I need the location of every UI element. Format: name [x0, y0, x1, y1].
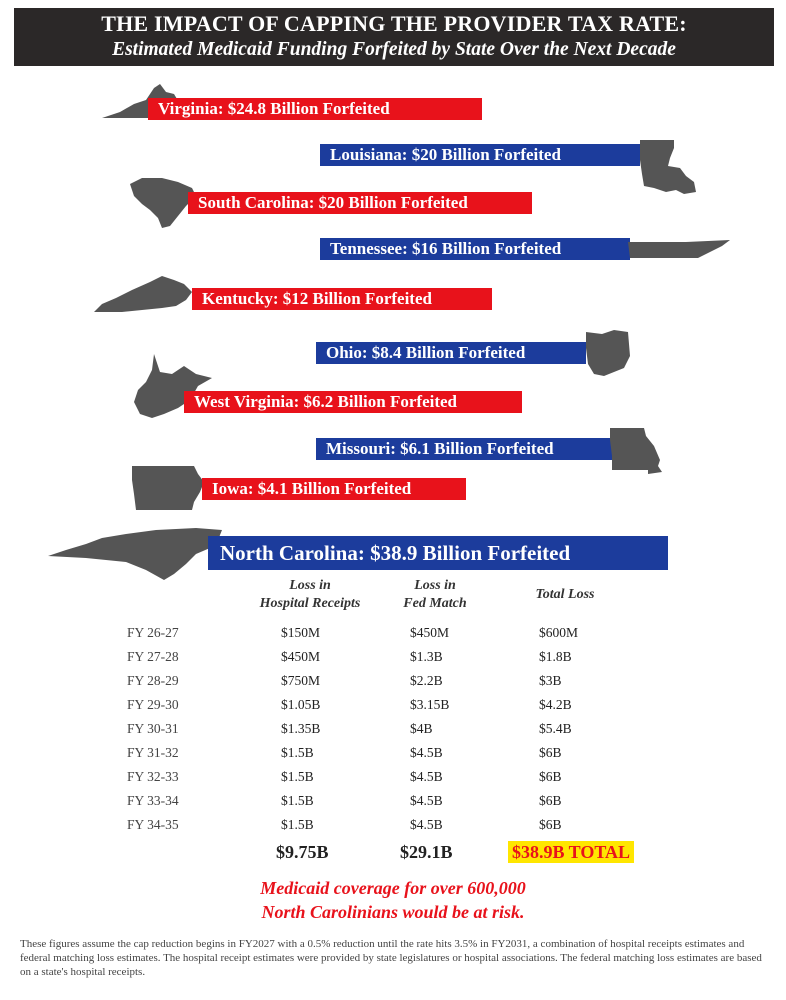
row-fed: $3.15B — [410, 697, 450, 712]
row-fy: FY 29-30 — [127, 697, 179, 712]
row-fed: $4.5B — [410, 817, 443, 832]
missouri-shape — [608, 426, 664, 476]
row-hospital: $1.05B — [281, 697, 321, 712]
row-fy: FY 34-35 — [127, 817, 179, 832]
banner-south-carolina: South Carolina: $20 Billion Forfeited — [188, 192, 532, 214]
row-fy: FY 26-27 — [127, 625, 179, 640]
total-hospital: $9.75B — [276, 842, 329, 862]
row-fed: $4.5B — [410, 793, 443, 808]
row-fy: FY 31-32 — [127, 745, 179, 760]
north-carolina-shape — [46, 526, 226, 582]
banner-west-virginia: West Virginia: $6.2 Billion Forfeited — [184, 391, 522, 413]
banner-north-carolina: North Carolina: $38.9 Billion Forfeited — [208, 536, 668, 570]
row-fy: FY 32-33 — [127, 769, 179, 784]
grand-total-highlight: $38.9B TOTAL — [508, 841, 634, 863]
banner-iowa: Iowa: $4.1 Billion Forfeited — [202, 478, 466, 500]
row-hospital: $1.5B — [281, 817, 314, 832]
row-hospital: $450M — [281, 649, 321, 664]
row-total: $5.4B — [539, 721, 572, 736]
row-total: $3B — [539, 673, 562, 688]
page-title: THE IMPACT OF CAPPING THE PROVIDER TAX RATE: — [101, 11, 687, 36]
banner-missouri: Missouri: $6.1 Billion Forfeited — [316, 438, 612, 460]
row-total: $6B — [539, 793, 562, 808]
row-fed: $4.5B — [410, 769, 443, 784]
banner-louisiana: Louisiana: $20 Billion Forfeited — [320, 144, 640, 166]
row-total: $6B — [539, 817, 562, 832]
row-hospital: $750M — [281, 673, 321, 688]
row-fy: FY 27-28 — [127, 649, 179, 664]
row-fed: $450M — [410, 625, 450, 640]
row-total: $6B — [539, 745, 562, 760]
total-fed: $29.1B — [400, 842, 453, 862]
header-banner — [14, 8, 774, 66]
row-fy: FY 30-31 — [127, 721, 179, 736]
row-total: $1.8B — [539, 649, 572, 664]
row-fed: $4B — [410, 721, 433, 736]
row-total: $600M — [539, 625, 579, 640]
col-header-fed: Loss in Fed Match — [403, 578, 467, 611]
banner-kentucky: Kentucky: $12 Billion Forfeited — [192, 288, 492, 310]
tennessee-shape — [626, 238, 734, 260]
row-hospital: $1.5B — [281, 745, 314, 760]
grand-total — [508, 842, 634, 863]
row-hospital: $1.5B — [281, 793, 314, 808]
row-fy: FY 33-34 — [127, 793, 179, 808]
row-fed: $2.2B — [410, 673, 443, 688]
row-hospital: $1.5B — [281, 769, 314, 784]
page-subtitle: Estimated Medicaid Funding Forfeited by State Over the Next Decade — [112, 39, 676, 60]
row-hospital: $150M — [281, 625, 321, 640]
row-total: $4.2B — [539, 697, 572, 712]
row-total: $6B — [539, 769, 562, 784]
row-fy: FY 28-29 — [127, 673, 179, 688]
row-hospital: $1.35B — [281, 721, 321, 736]
banner-ohio: Ohio: $8.4 Billion Forfeited — [316, 342, 586, 364]
risk-line-2: North Carolinians would be at risk. — [261, 902, 525, 922]
col-header-total: Total Loss — [535, 587, 595, 602]
row-fed: $4.5B — [410, 745, 443, 760]
footnote: These figures assume the cap reduction begins in FY2027 with a 0.5% reduction until the rate hits 3.5% in FY2031, a combination of hospital receipts estimates and federal matching loss estimates. The hospital receipt estimates were provided by state legislatures or hospital associations. The federal matching loss estimates are based on a state's hospital receipts. — [20, 938, 762, 978]
iowa-shape — [130, 464, 206, 512]
ohio-shape — [584, 328, 632, 378]
col-header-hospital: Loss in Hospital Receipts — [259, 578, 361, 611]
row-fed: $1.3B — [410, 649, 443, 664]
risk-line-1: Medicaid coverage for over 600,000 — [260, 878, 526, 898]
louisiana-shape — [636, 138, 698, 198]
banner-virginia: Virginia: $24.8 Billion Forfeited — [148, 98, 482, 120]
kentucky-shape — [92, 274, 194, 316]
banner-tennessee: Tennessee: $16 Billion Forfeited — [320, 238, 630, 260]
